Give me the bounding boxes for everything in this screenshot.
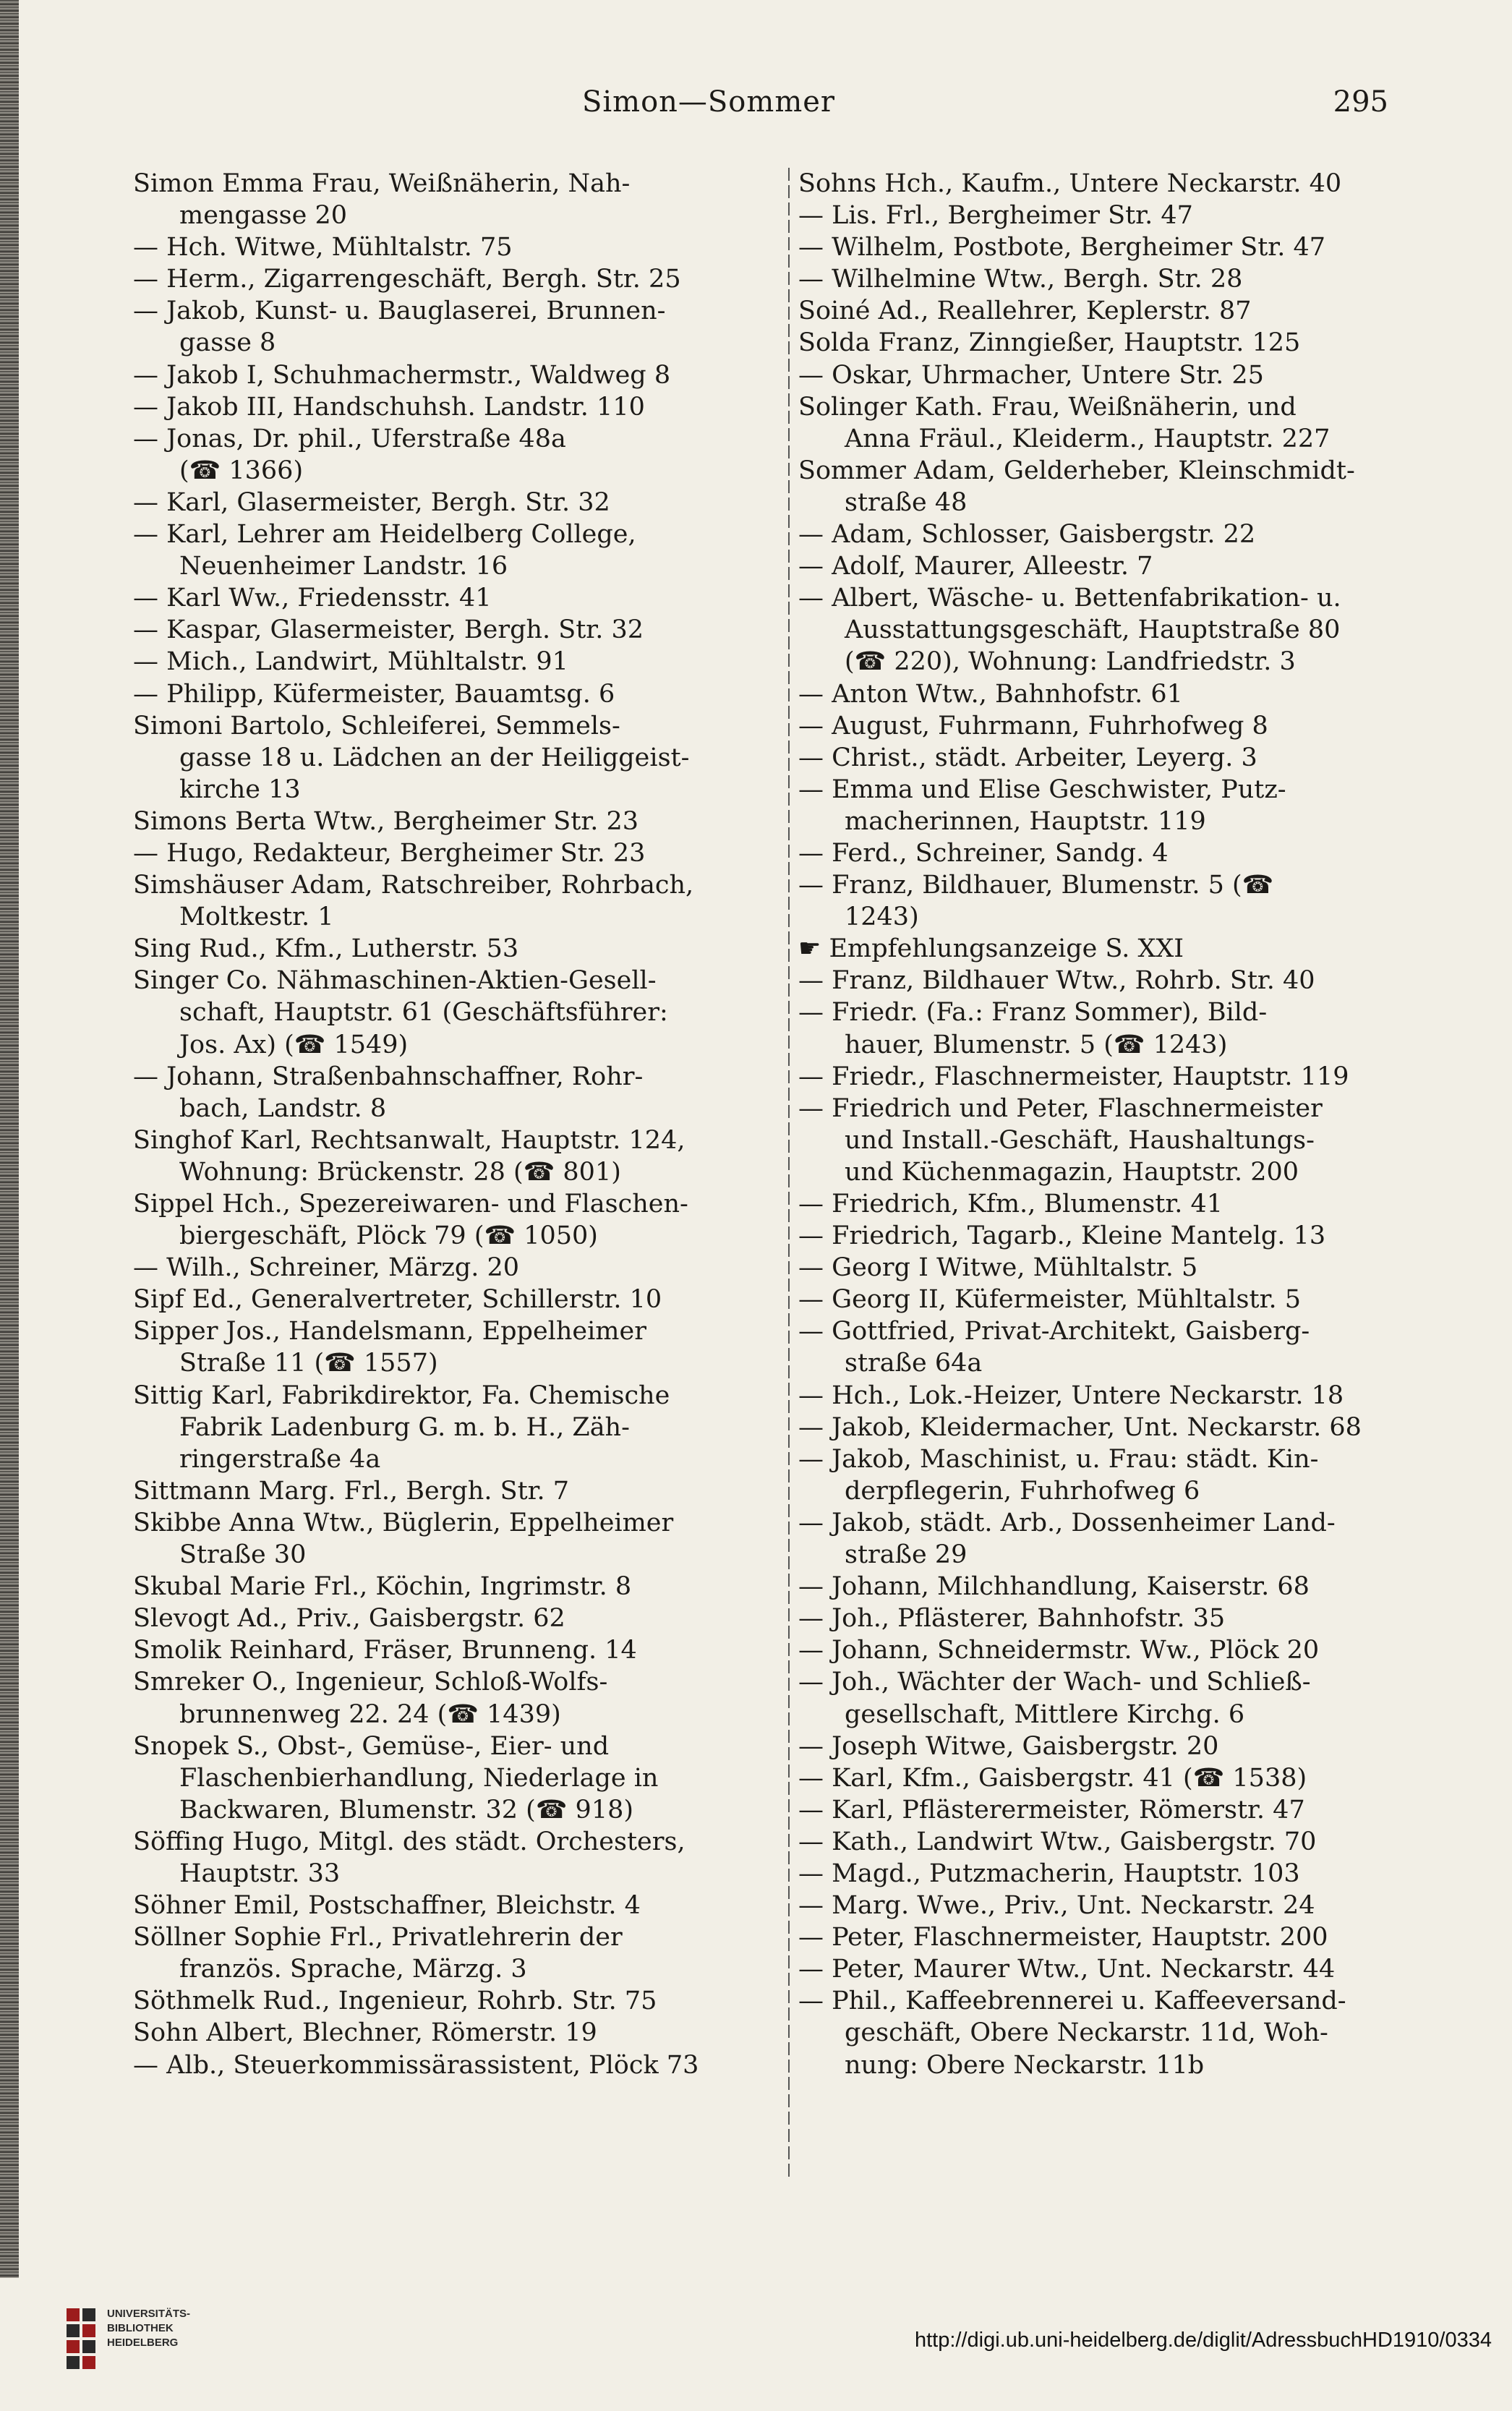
entry-line: Wohnung: Brückenstr. 28 (☎ 801): [179, 1157, 621, 1187]
entry-line: mengasse 20: [179, 201, 348, 231]
entry-line: gasse 18 u. Lädchen an der Heiliggeist-: [179, 743, 690, 772]
directory-entry: [133, 1125, 744, 1188]
directory-entry: [798, 1315, 1409, 1379]
entry-line: Sohn Albert, Blechner, Römerstr. 19: [133, 2018, 597, 2048]
entry-line: — Jakob III, Handschuhsh. Landstr. 110: [133, 392, 645, 422]
entry-line: — Peter, Flaschnermeister, Hauptstr. 200: [798, 1923, 1328, 1953]
entry-line: Singer Co. Nähmaschinen-Aktien-Gesell-: [133, 966, 657, 996]
entry-line: — Wilhelm, Postbote, Bergheimer Str. 47: [798, 233, 1325, 263]
source-url[interactable]: http://digi.ub.uni-heidelberg.de/diglit/AdressbuchHD1910/0334: [914, 2329, 1492, 2352]
entry-line: Snopek S., Obst-, Gemüse-, Eier- und: [133, 1731, 610, 1761]
directory-entry: [133, 678, 744, 710]
directory-entry: [133, 423, 744, 487]
entry-line: Sittig Karl, Fabrikdirektor, Fa. Chemische: [133, 1381, 670, 1410]
entry-line: straße 48: [845, 487, 968, 517]
directory-entry: [798, 1284, 1409, 1315]
directory-entry: [133, 614, 744, 646]
entry-line: — Herm., Zigarrengeschäft, Bergh. Str. 25: [133, 265, 681, 294]
directory-entry: [798, 582, 1409, 678]
entry-line: Sommer Adam, Gelderheber, Kleinschmidt-: [798, 456, 1355, 485]
entry-line: — Wilh., Schreiner, Märzg. 20: [133, 1253, 520, 1283]
entry-line: — Christ., städt. Arbeiter, Leyerg. 3: [798, 743, 1257, 772]
entry-line: — Johann, Schneidermstr. Ww., Plöck 20: [798, 1636, 1320, 1665]
directory-entry: [798, 1762, 1409, 1794]
directory-entry: [133, 359, 744, 391]
entry-line: — Hugo, Redakteur, Bergheimer Str. 23: [133, 838, 646, 868]
entry-line: Ausstattungsgeschäft, Hauptstraße 80: [845, 615, 1341, 645]
entry-line: ☛ Empfehlungsanzeige S. XXI: [798, 934, 1184, 964]
library-name: [107, 2307, 252, 2350]
entry-line: — Oskar, Uhrmacher, Untere Str. 25: [798, 360, 1264, 390]
entry-line: Smreker O., Ingenieur, Schloß-Wolfs-: [133, 1668, 608, 1697]
directory-entry: [798, 678, 1409, 710]
entry-line: Söffing Hugo, Mitgl. des städt. Orchesters,: [133, 1827, 685, 1856]
directory-entry: [133, 519, 744, 582]
directory-entry: [133, 1890, 744, 1921]
entry-line: Sing Rud., Kfm., Lutherstr. 53: [133, 934, 519, 964]
entry-line: — Hch. Witwe, Mühltalstr. 75: [133, 233, 513, 263]
directory-entry: [133, 837, 744, 869]
entry-line: Sipper Jos., Handelsmann, Eppelheimer: [133, 1317, 646, 1347]
entry-line: — Magd., Putzmacherin, Hauptstr. 103: [798, 1859, 1300, 1888]
entry-line: und Install.-Geschäft, Haushaltungs-: [845, 1125, 1315, 1155]
directory-entry: [798, 1826, 1409, 1858]
entry-line: — Jakob, Maschinist, u. Frau: städt. Kin-: [798, 1444, 1319, 1474]
scan-edge: [0, 0, 19, 2411]
directory-entry: [798, 1921, 1409, 1953]
directory-entry: [133, 1634, 744, 1666]
entry-line: und Küchenmagazin, Hauptstr. 200: [845, 1157, 1299, 1187]
entry-line: Skubal Marie Frl., Köchin, Ingrimstr. 8: [133, 1572, 632, 1602]
directory-entry: [798, 965, 1409, 997]
entry-line: (☎ 1366): [179, 456, 304, 485]
directory-entry: [133, 1603, 744, 1634]
entry-line: Sohns Hch., Kaufm., Untere Neckarstr. 40: [798, 169, 1342, 198]
directory-entry: [133, 487, 744, 519]
entry-line: — Kaspar, Glasermeister, Bergh. Str. 32: [133, 615, 644, 645]
column-divider: [788, 168, 790, 2178]
directory-entry: [133, 1826, 744, 1890]
entry-line: — Friedr., Flaschnermeister, Hauptstr. 119: [798, 1062, 1349, 1091]
footer: [0, 2278, 1512, 2411]
directory-entry: [133, 1921, 744, 1985]
library-name-line: UNIVERSITÄTS-: [107, 2308, 191, 2320]
entry-line: macherinnen, Hauptstr. 119: [845, 806, 1206, 836]
directory-entry: [798, 231, 1409, 263]
entry-line: Straße 30: [179, 1540, 307, 1570]
entry-line: Solda Franz, Zinngießer, Hauptstr. 125: [798, 328, 1301, 358]
directory-entry: [133, 263, 744, 295]
entry-line: Backwaren, Blumenstr. 32 (☎ 918): [179, 1795, 634, 1825]
directory-entry: [133, 1985, 744, 2017]
entry-line: Jos. Ax) (☎ 1549): [179, 1030, 409, 1059]
entry-line: — Jakob, städt. Arb., Dossenheimer Land-: [798, 1508, 1336, 1537]
entry-line: Simoni Bartolo, Schleiferei, Semmels-: [133, 711, 620, 741]
directory-entry: [133, 1284, 744, 1315]
directory-entry: [133, 168, 744, 231]
entry-line: Simon Emma Frau, Weißnäherin, Nah-: [133, 169, 631, 198]
entry-line: — Anton Wtw., Bahnhofstr. 61: [798, 679, 1183, 709]
directory-entry: [798, 997, 1409, 1060]
entry-line: — Jakob, Kunst- u. Bauglaserei, Brunnen-: [133, 296, 666, 326]
entry-line: — Albert, Wäsche- u. Bettenfabrikation- u.: [798, 584, 1341, 613]
directory-entry: [798, 1953, 1409, 1985]
directory-entry: [798, 1603, 1409, 1634]
directory-entry: [798, 1571, 1409, 1603]
directory-entry: [798, 455, 1409, 519]
entry-line: 1243): [845, 902, 919, 932]
entry-line: Sippel Hch., Spezereiwaren- und Flaschen-: [133, 1190, 688, 1219]
entry-line: kirche 13: [179, 774, 301, 804]
entry-line: Slevogt Ad., Priv., Gaisbergstr. 62: [133, 1604, 565, 1634]
left-column: [133, 168, 744, 2081]
entry-line: — Peter, Maurer Wtw., Unt. Neckarstr. 44: [798, 1955, 1336, 1984]
directory-entry: [798, 1666, 1409, 1730]
directory-entry: [798, 295, 1409, 327]
entry-line: Fabrik Ladenburg G. m. b. H., Zäh-: [179, 1412, 630, 1442]
directory-entry: [798, 1794, 1409, 1826]
directory-entry: [133, 295, 744, 359]
entry-line: — Karl, Pflästerermeister, Römerstr. 47: [798, 1795, 1305, 1825]
entry-line: — Friedrich und Peter, Flaschnermeister: [798, 1093, 1323, 1123]
directory-entry: [798, 263, 1409, 295]
directory-entry: [133, 1188, 744, 1252]
library-name-line: BIBLIOTHEK: [107, 2322, 174, 2334]
entry-line: straße 29: [845, 1540, 968, 1570]
directory-entry: [798, 1188, 1409, 1220]
directory-entry: [133, 933, 744, 965]
entry-line: Flaschenbierhandlung, Niederlage in: [179, 1763, 659, 1793]
entry-line: gasse 8: [179, 328, 276, 358]
entry-line: geschäft, Obere Neckarstr. 11d, Woh-: [845, 2018, 1328, 2048]
directory-entry: [798, 200, 1409, 231]
entry-line: — Joh., Wächter der Wach- und Schließ-: [798, 1668, 1311, 1697]
entry-line: Hauptstr. 33: [179, 1859, 341, 1888]
entry-line: Soiné Ad., Reallehrer, Keplerstr. 87: [798, 296, 1252, 326]
entry-line: bach, Landstr. 8: [179, 1093, 387, 1123]
directory-entry: [798, 1380, 1409, 1412]
entry-line: — Adam, Schlosser, Gaisbergstr. 22: [798, 520, 1256, 550]
entry-line: Söhner Emil, Postschaffner, Bleichstr. 4: [133, 1891, 641, 1921]
entry-line: — Johann, Milchhandlung, Kaiserstr. 68: [798, 1572, 1310, 1602]
directory-entry: [798, 774, 1409, 837]
entry-line: Straße 11 (☎ 1557): [179, 1349, 438, 1378]
entry-line: — Friedrich, Kfm., Blumenstr. 41: [798, 1190, 1223, 1219]
entry-line: Sittmann Marg. Frl., Bergh. Str. 7: [133, 1476, 570, 1506]
directory-entry: [133, 1507, 744, 1571]
directory-entry: [798, 1061, 1409, 1093]
directory-entry: [133, 2017, 744, 2049]
directory-entry: [133, 1571, 744, 1603]
entry-line: — Jonas, Dr. phil., Uferstraße 48a: [133, 424, 566, 453]
entry-line: — Jakob I, Schuhmachermstr., Waldweg 8: [133, 360, 671, 390]
entry-line: Neuenheimer Landstr. 16: [179, 552, 508, 581]
entry-line: — Friedrich, Tagarb., Kleine Mantelg. 13: [798, 1221, 1326, 1251]
entry-line: biergeschäft, Plöck 79 (☎ 1050): [179, 1221, 598, 1251]
entry-line: — Karl, Glasermeister, Bergh. Str. 32: [133, 487, 610, 517]
directory-entry: [133, 1475, 744, 1507]
entry-line: — Emma und Elise Geschwister, Putz-: [798, 774, 1286, 804]
directory-entry: [798, 550, 1409, 582]
entry-line: — Karl, Lehrer am Heidelberg College,: [133, 520, 636, 550]
directory-entry: [798, 742, 1409, 774]
directory-entry: [798, 1507, 1409, 1571]
directory-entry: [133, 2049, 744, 2081]
entry-line: Singhof Karl, Rechtsanwalt, Hauptstr. 124,: [133, 1125, 685, 1155]
entry-line: französ. Sprache, Märzg. 3: [179, 1955, 527, 1984]
entry-line: — Karl Ww., Friedensstr. 41: [133, 584, 492, 613]
directory-entry: [798, 1731, 1409, 1762]
library-name-line: HEIDELBERG: [107, 2337, 179, 2349]
entry-line: straße 64a: [845, 1349, 983, 1378]
page: [43, 0, 1490, 2411]
entry-line: — Lis. Frl., Bergheimer Str. 47: [798, 201, 1193, 231]
directory-entry: [798, 1890, 1409, 1921]
entry-line: — Wilhelmine Wtw., Bergh. Str. 28: [798, 265, 1243, 294]
directory-entry: [798, 869, 1409, 933]
directory-entry: [798, 1412, 1409, 1443]
directory-entry: [133, 1380, 744, 1475]
directory-entry: [133, 710, 744, 806]
entry-line: — Joh., Pflästerer, Bahnhofstr. 35: [798, 1604, 1226, 1634]
directory-entry: [798, 710, 1409, 742]
directory-entry: [133, 1731, 744, 1826]
entry-line: nung: Obere Neckarstr. 11b: [845, 2050, 1205, 2080]
entry-line: — Philipp, Küfermeister, Bauamtsg. 6: [133, 679, 615, 709]
entry-line: Skibbe Anna Wtw., Büglerin, Eppelheimer: [133, 1508, 674, 1537]
directory-entry: [133, 806, 744, 837]
entry-line: — Phil., Kaffeebrennerei u. Kaffeeversand-: [798, 1987, 1346, 2016]
directory-entry: [133, 869, 744, 933]
entry-line: — Adolf, Maurer, Alleestr. 7: [798, 552, 1153, 581]
directory-entry: [133, 965, 744, 1060]
entry-line: Moltkestr. 1: [179, 902, 334, 932]
entry-line: hauer, Blumenstr. 5 (☎ 1243): [845, 1030, 1228, 1059]
entry-line: — Friedr. (Fa.: Franz Sommer), Bild-: [798, 998, 1268, 1028]
directory-entry: [798, 1634, 1409, 1666]
directory-entry: [798, 837, 1409, 869]
entry-line: Sipf Ed., Generalvertreter, Schillerstr. 10: [133, 1285, 662, 1315]
entry-line: — August, Fuhrmann, Fuhrhofweg 8: [798, 711, 1268, 741]
directory-entry: [133, 646, 744, 678]
entry-line: — Georg II, Küfermeister, Mühltalstr. 5: [798, 1285, 1301, 1315]
entry-line: — Marg. Wwe., Priv., Unt. Neckarstr. 24: [798, 1891, 1315, 1921]
directory-entry: [798, 1443, 1409, 1507]
directory-entry: [798, 1858, 1409, 1890]
page-number: 295: [1333, 85, 1388, 119]
entry-line: — Karl, Kfm., Gaisbergstr. 41 (☎ 1538): [798, 1763, 1307, 1793]
entry-line: Solinger Kath. Frau, Weißnäherin, und: [798, 392, 1297, 422]
directory-entry: [133, 1315, 744, 1379]
entry-line: — Mich., Landwirt, Mühltalstr. 91: [133, 647, 568, 677]
entry-line: — Johann, Straßenbahnschaffner, Rohr-: [133, 1062, 644, 1091]
entry-line: — Hch., Lok.-Heizer, Untere Neckarstr. 18: [798, 1381, 1344, 1410]
directory-entry: [133, 582, 744, 614]
directory-entry: [798, 519, 1409, 550]
entry-line: — Ferd., Schreiner, Sandg. 4: [798, 838, 1169, 868]
directory-entry: [798, 1220, 1409, 1252]
entry-line: — Georg I Witwe, Mühltalstr. 5: [798, 1253, 1198, 1283]
directory-entry: [798, 359, 1409, 391]
entry-line: ringerstraße 4a: [179, 1444, 381, 1474]
entry-line: derpflegerin, Fuhrhofweg 6: [845, 1476, 1200, 1506]
directory-entry: [798, 391, 1409, 455]
right-column: [798, 168, 1409, 2081]
entry-line: — Gottfried, Privat-Architekt, Gaisberg-: [798, 1317, 1310, 1347]
directory-entry: [798, 1985, 1409, 2081]
entry-line: Smolik Reinhard, Fräser, Brunneng. 14: [133, 1636, 637, 1665]
entry-line: — Joseph Witwe, Gaisbergstr. 20: [798, 1731, 1219, 1761]
entry-line: Anna Fräul., Kleiderm., Hauptstr. 227: [845, 424, 1331, 453]
entry-line: — Franz, Bildhauer, Blumenstr. 5 (☎: [798, 871, 1274, 900]
entry-line: — Kath., Landwirt Wtw., Gaisbergstr. 70: [798, 1827, 1317, 1856]
entry-line: schaft, Hauptstr. 61 (Geschäftsführer:: [179, 998, 668, 1028]
directory-entry: [133, 391, 744, 423]
library-logo: [65, 2305, 98, 2372]
entry-line: gesellschaft, Mittlere Kirchg. 6: [845, 1699, 1245, 1729]
directory-entry: [133, 231, 744, 263]
directory-entry: [798, 327, 1409, 359]
entry-line: — Franz, Bildhauer Wtw., Rohrb. Str. 40: [798, 966, 1315, 996]
directory-entry: [798, 933, 1409, 965]
directory-entry: [133, 1061, 744, 1125]
entry-line: — Alb., Steuerkommissärassistent, Plöck 73: [133, 2050, 699, 2080]
directory-entry: [798, 168, 1409, 200]
directory-entry: [798, 1252, 1409, 1284]
entry-line: (☎ 220), Wohnung: Landfriedstr. 3: [845, 647, 1296, 677]
directory-entry: [798, 1093, 1409, 1188]
directory-entry: [133, 1252, 744, 1284]
entry-line: Söthmelk Rud., Ingenieur, Rohrb. Str. 75: [133, 1987, 657, 2016]
entry-line: brunnenweg 22. 24 (☎ 1439): [179, 1699, 561, 1729]
directory-entry: [133, 1666, 744, 1730]
entry-line: Simshäuser Adam, Ratschreiber, Rohrbach,: [133, 871, 694, 900]
entry-line: — Jakob, Kleidermacher, Unt. Neckarstr. 68: [798, 1412, 1362, 1442]
running-title: Simon—Sommer: [581, 85, 836, 119]
entry-line: Simons Berta Wtw., Bergheimer Str. 23: [133, 806, 638, 836]
entry-line: Söllner Sophie Frl., Privatlehrerin der: [133, 1923, 623, 1953]
